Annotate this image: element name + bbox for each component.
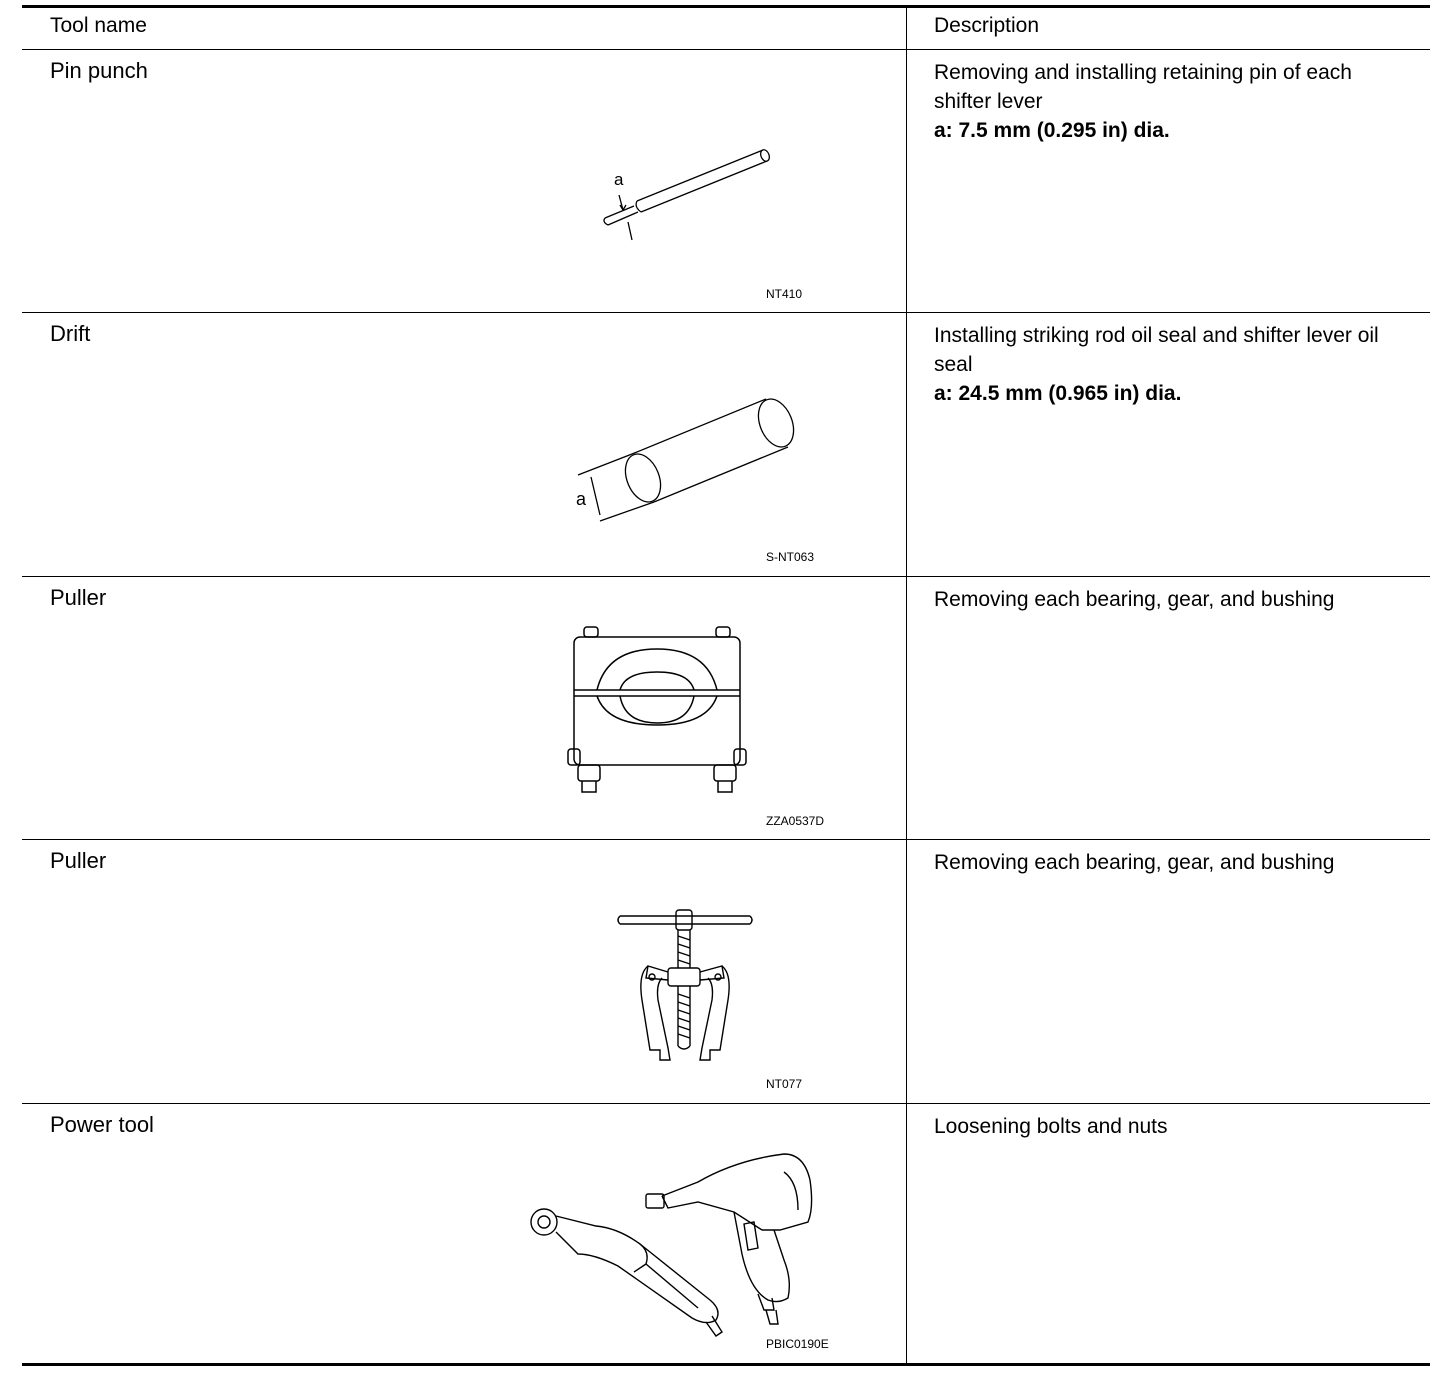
figure-code: ZZA0537D — [766, 814, 825, 828]
description — [934, 321, 1414, 408]
figure-code: S-NT063 — [766, 550, 815, 564]
bottom-rule — [22, 1363, 1430, 1366]
description-text: Removing each bearing, gear, and bushing — [934, 851, 1335, 874]
description — [934, 58, 1414, 145]
figure-code: NT410 — [766, 287, 803, 301]
description — [934, 585, 1414, 614]
drift-icon — [522, 313, 902, 575]
figure-code: NT077 — [766, 1077, 803, 1091]
description-text: Loosening bolts and nuts — [934, 1115, 1168, 1138]
pin-punch-icon — [522, 50, 902, 312]
description — [934, 1112, 1414, 1141]
table-row — [22, 50, 1430, 313]
bearing-puller-icon — [522, 577, 902, 839]
tool-name: Puller — [50, 848, 107, 873]
tool-name: Pin punch — [50, 58, 148, 83]
tool-name: Puller — [50, 585, 107, 610]
header-description: Description — [934, 14, 1040, 37]
spec-text: a: 24.5 mm (0.965 in) dia. — [934, 382, 1182, 405]
description — [934, 848, 1414, 877]
gear-puller-icon — [522, 840, 902, 1102]
spec-text: a: 7.5 mm (0.295 in) dia. — [934, 119, 1170, 142]
table-row — [22, 313, 1430, 577]
table-header — [22, 8, 1430, 50]
description-text: Removing each bearing, gear, and bushing — [934, 588, 1335, 611]
figure-code: PBIC0190E — [766, 1337, 829, 1351]
dimension-label: a — [614, 170, 624, 189]
table-row — [22, 1104, 1430, 1363]
tool-name: Drift — [50, 321, 91, 346]
table-row — [22, 577, 1430, 840]
description-text: Installing striking rod oil seal and shifter lever oil seal — [934, 324, 1379, 376]
power-tool-icon — [522, 1104, 902, 1366]
column-divider — [906, 8, 907, 1363]
tool-name: Power tool — [50, 1112, 154, 1137]
header-tool-name: Tool name — [50, 14, 147, 37]
dimension-label: a — [576, 489, 587, 509]
description-text: Removing and installing retaining pin of each shifter lever — [934, 61, 1352, 113]
table-row — [22, 840, 1430, 1104]
